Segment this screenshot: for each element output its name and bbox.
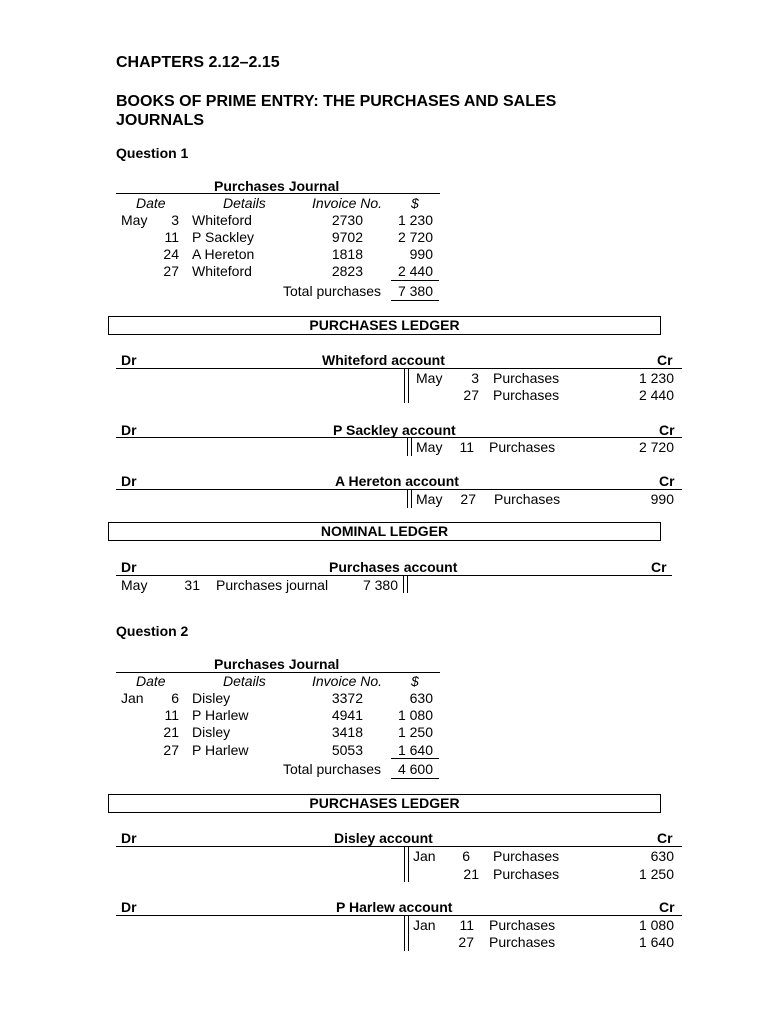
harlew-cr-label: Cr <box>659 899 675 915</box>
row-amount: 1 640 <box>638 934 674 950</box>
row-day: 11 <box>164 707 179 723</box>
q2-journal-title: Purchases Journal <box>214 656 340 672</box>
disley-divider <box>404 846 409 882</box>
q1-header-date: Date <box>136 195 166 211</box>
disley-t-rule <box>116 846 682 847</box>
row-amount: 1 640 <box>397 742 433 758</box>
harlew-t-rule <box>116 915 682 916</box>
section-title: PURCHASES LEDGER <box>309 795 460 811</box>
row-month: Jan <box>413 848 436 864</box>
purchases-account-dr-label: Dr <box>121 559 137 575</box>
q1-header-amount: $ <box>411 195 419 211</box>
q1-subtotal-rule <box>391 280 439 281</box>
q2-total-value: 4 600 <box>397 761 433 777</box>
q2-total-rule <box>391 778 439 779</box>
row-day: 6 <box>171 690 179 706</box>
q1-total-value: 7 380 <box>397 283 433 299</box>
row-amount: 630 <box>409 690 433 706</box>
sackley-account-title: P Sackley account <box>333 422 456 438</box>
purchases-account-divider <box>403 575 408 593</box>
row-details: Disley <box>192 724 231 740</box>
row-details: P Harlew <box>192 742 249 758</box>
sackley-cr-label: Cr <box>659 422 675 438</box>
row-day: 21 <box>463 866 479 882</box>
row-amount: 990 <box>409 246 433 262</box>
whiteford-divider <box>404 368 409 403</box>
row-invoice: 4941 <box>331 707 363 723</box>
row-day: 27 <box>460 491 476 507</box>
row-month: Jan <box>413 917 436 933</box>
hereton-dr-label: Dr <box>121 473 137 489</box>
row-month: Jan <box>121 690 144 706</box>
section-title: NOMINAL LEDGER <box>320 523 449 539</box>
row-day: 27 <box>463 387 479 403</box>
row-details: Whiteford <box>192 212 252 228</box>
row-details: P Harlew <box>192 707 249 723</box>
row-invoice: 1818 <box>331 246 363 262</box>
q2-header-amount: $ <box>411 673 419 689</box>
row-desc: Purchases <box>493 866 560 882</box>
row-invoice: 9702 <box>331 229 363 245</box>
hereton-t-rule <box>116 489 682 490</box>
row-amount: 2 440 <box>397 263 433 279</box>
row-desc: Purchases <box>493 387 560 403</box>
row-amount: 1 080 <box>638 917 674 933</box>
row-day: 3 <box>471 370 479 386</box>
q1-header-details: Details <box>223 195 266 211</box>
row-day: 11 <box>459 439 474 455</box>
q1-total-label: Total purchases <box>283 283 382 299</box>
row-desc: Purchases <box>493 848 560 864</box>
q1-total-rule <box>391 300 439 301</box>
section-title: PURCHASES LEDGER <box>309 317 460 333</box>
sackley-dr-label: Dr <box>121 422 137 438</box>
row-day: 27 <box>163 263 179 279</box>
row-details: A Hereton <box>192 246 255 262</box>
row-amount: 1 230 <box>397 212 433 228</box>
row-desc: Purchases <box>489 917 556 933</box>
whiteford-account-title: Whiteford account <box>322 352 445 368</box>
row-day: 27 <box>458 934 474 950</box>
whiteford-t-rule <box>116 368 682 369</box>
sackley-t-rule <box>116 437 682 438</box>
q1-journal-title: Purchases Journal <box>214 178 340 194</box>
q1-journal-top-rule <box>116 193 440 194</box>
row-amount: 2 720 <box>397 229 433 245</box>
row-amount: 2 720 <box>638 439 674 455</box>
row-day: 11 <box>459 917 474 933</box>
row-desc: Purchases journal <box>216 577 329 593</box>
row-amount: 1 230 <box>638 370 674 386</box>
hereton-cr-label: Cr <box>659 473 675 489</box>
row-desc: Purchases <box>494 491 561 507</box>
row-amount: 7 380 <box>362 577 398 593</box>
question-2-label: Question 2 <box>116 623 189 639</box>
harlew-dr-label: Dr <box>121 899 137 915</box>
hereton-account-title: A Hereton account <box>335 473 459 489</box>
row-details: P Sackley <box>192 229 254 245</box>
sackley-divider <box>407 437 412 456</box>
q2-header-details: Details <box>223 673 266 689</box>
page-title-line1: BOOKS OF PRIME ENTRY: THE PURCHASES AND SALES <box>116 93 557 110</box>
row-desc: Purchases <box>493 370 560 386</box>
row-invoice: 5053 <box>331 742 363 758</box>
row-desc: Purchases <box>489 934 556 950</box>
row-invoice: 3418 <box>331 724 363 740</box>
row-day: 6 <box>462 848 470 864</box>
row-day: 3 <box>171 212 179 228</box>
row-details: Disley <box>192 690 231 706</box>
purchases-account-title: Purchases account <box>329 559 458 575</box>
row-day: 11 <box>164 229 179 245</box>
row-invoice: 3372 <box>331 690 363 706</box>
row-invoice: 2730 <box>331 212 363 228</box>
row-month: May <box>416 370 443 386</box>
row-day: 24 <box>163 246 179 262</box>
row-amount: 1 250 <box>397 724 433 740</box>
q1-header-invoice: Invoice No. <box>312 195 383 211</box>
row-month: May <box>416 491 443 507</box>
row-amount: 990 <box>650 491 674 507</box>
hereton-divider <box>407 489 412 508</box>
chapters-heading: CHAPTERS 2.12–2.15 <box>116 54 280 71</box>
q2-header-date: Date <box>136 673 166 689</box>
page-title-line2: JOURNALS <box>116 112 205 129</box>
row-day: 21 <box>163 724 179 740</box>
q2-total-label: Total purchases <box>283 761 382 777</box>
q2-header-invoice: Invoice No. <box>312 673 383 689</box>
q2-subtotal-rule <box>391 758 439 759</box>
row-amount: 1 080 <box>397 707 433 723</box>
disley-dr-label: Dr <box>121 830 137 846</box>
row-desc: Purchases <box>489 439 556 455</box>
whiteford-cr-label: Cr <box>657 352 673 368</box>
q1-nominal-ledger-box <box>108 522 661 541</box>
harlew-account-title: P Harlew account <box>336 899 453 915</box>
question-1-label: Question 1 <box>116 145 189 161</box>
row-details: Whiteford <box>192 263 252 279</box>
row-month: May <box>121 212 148 228</box>
purchases-account-t-rule <box>116 575 672 576</box>
row-invoice: 2823 <box>331 263 363 279</box>
q2-purchases-ledger-box <box>108 794 661 813</box>
row-month: May <box>121 577 148 593</box>
harlew-divider <box>404 915 409 951</box>
disley-cr-label: Cr <box>657 830 673 846</box>
row-day: 31 <box>184 577 200 593</box>
row-amount: 2 440 <box>638 387 674 403</box>
purchases-account-cr-label: Cr <box>651 559 667 575</box>
row-day: 27 <box>163 742 179 758</box>
row-amount: 1 250 <box>638 866 674 882</box>
whiteford-dr-label: Dr <box>121 352 137 368</box>
row-amount: 630 <box>650 848 674 864</box>
disley-account-title: Disley account <box>334 830 433 846</box>
q1-purchases-ledger-box <box>108 316 661 335</box>
row-month: May <box>416 439 443 455</box>
